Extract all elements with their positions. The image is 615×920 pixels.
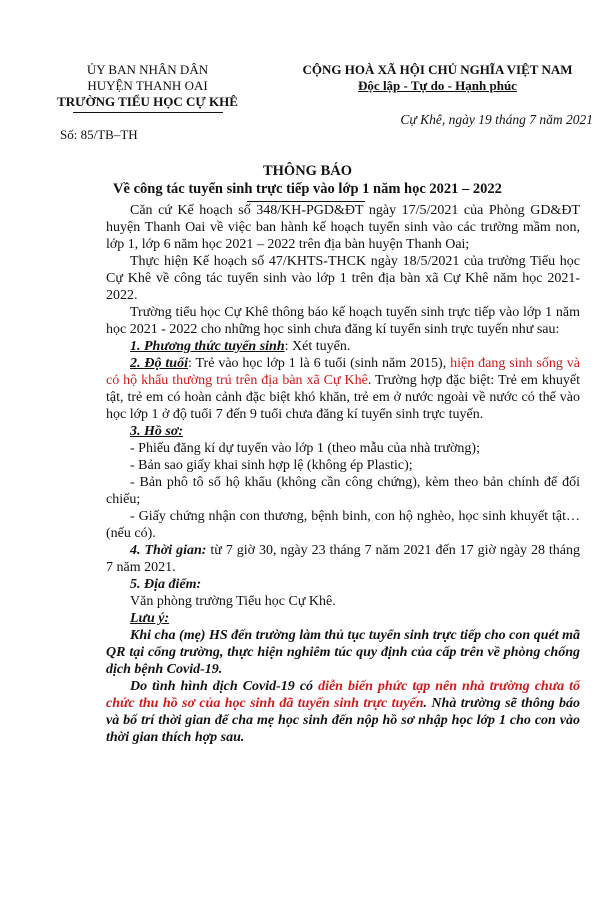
section-method xyxy=(106,338,580,355)
section-age-highlight: hiện đang sinh sống và có hộ khẩu thường trú trên địa bàn xã Cự Khê xyxy=(106,356,580,388)
nation-name: CỘNG HOÀ XÃ HỘI CHỦ NGHĨA VIỆT NAM xyxy=(302,62,573,77)
note-covid-highlight: diễn biến phức tạp nên nhà trường chưa tổ chức thu hồ sơ của học sinh đã tuyển sinh trực tuyến xyxy=(106,679,581,711)
document-item: - Phiếu đăng kí dự tuyển vào lớp 1 (theo mẫu của nhà trường); xyxy=(130,441,480,456)
section-age-label: 2. Độ tuổi xyxy=(130,356,188,371)
issuer-block xyxy=(40,62,255,113)
national-block xyxy=(270,62,605,94)
section-location-text: Văn phòng trường Tiểu học Cự Khê. xyxy=(130,594,336,609)
document-subtitle: Về công tác tuyển sinh trực tiếp vào lớp 1 năm học 2021 – 2022 xyxy=(113,181,502,197)
document-item: - Giấy chứng nhận con thương, bệnh binh, con hộ nghèo, học sinh khuyết tật… (nếu có). xyxy=(106,509,580,541)
note-covid xyxy=(106,678,580,746)
note-section xyxy=(106,610,580,627)
national-motto: Độc lập - Tự do - Hạnh phúc xyxy=(358,78,517,93)
document-number: Số: 85/TB–TH xyxy=(60,127,138,142)
section-time xyxy=(106,542,580,576)
section-time-label: 4. Thời gian: xyxy=(130,543,207,558)
document-item: - Bản sao giấy khai sinh hợp lệ (không ép Plastic); xyxy=(130,458,413,473)
school-name: TRƯỜNG TIỂU HỌC CỰ KHÊ xyxy=(57,94,238,109)
issuer-line-2: HUYỆN THANH OAI xyxy=(87,78,208,93)
document-item: - Bản phô tô sổ hộ khẩu (không cần công chứng), kèm theo bản chính để đối chiếu; xyxy=(106,475,580,507)
section-age xyxy=(106,355,580,423)
note-covid-text-a: Do tình hình dịch Covid-19 có xyxy=(130,679,319,694)
paragraph-announcement: Trường tiểu học Cự Khê thông báo kế hoạch tuyển sinh trực tiếp vào lớp 1 năm học 2021 - 2022 cho những học sinh chưa đăng kí tuyển sinh trực tuyến như sau: xyxy=(106,305,580,337)
document-date: Cự Khê, ngày 19 tháng 7 năm 2021 xyxy=(400,112,593,127)
note-covid-text-b: . Nhà trường sẽ thông báo và bố trí thời gian để cha mẹ học sinh đến nộp hồ sơ nhập học lớp 1 cho con vào thời gian thích hợp sau. xyxy=(106,696,580,745)
section-location-label: 5. Địa điểm: xyxy=(130,577,202,592)
section-documents xyxy=(106,423,580,440)
paragraph-legal-basis-2: Thực hiện Kế hoạch số 47/KHTS-THCK ngày 18/5/2021 của trường Tiểu học Cự Khê về công tác tuyển sinh vào lớp 1 trên địa bàn xã Cự Khê năm học 2021-2022. xyxy=(106,254,580,303)
section-location xyxy=(106,576,580,593)
section-method-label: 1. Phương thức tuyển sinh xyxy=(130,339,285,354)
issuer-line-1: ỦY BAN NHÂN DÂN xyxy=(86,62,209,77)
document-title: THÔNG BÁO xyxy=(262,163,353,179)
issuer-underline xyxy=(73,112,223,113)
section-age-text-b: . Trường hợp đặc biệt: Trẻ em khuyết tật, trẻ em có hoàn cảnh đặc biệt khó khăn, trẻ em ở nước ngoài về nước có thể vào học lớp 1 ở độ tuổi 7 đến 9 tuổi chưa đăng kí tuyển sinh trực tuyến. xyxy=(106,373,580,422)
section-documents-label: 3. Hồ sơ: xyxy=(130,424,184,439)
section-method-text: : Xét tuyển. xyxy=(284,339,351,354)
note-label: Lưu ý: xyxy=(130,611,170,626)
document-body xyxy=(106,202,580,746)
paragraph-legal-basis-1: Căn cứ Kế hoạch số 348/KH-PGD&ĐT ngày 17/5/2021 của Phòng GD&ĐT huyện Thanh Oai về việc ban hành kế hoạch tuyển sinh vào các trường mầm non, lớp 1, lớp 6 năm học 2021 – 2022 trên địa bàn huyện Thanh Oai; xyxy=(106,203,580,252)
section-age-text-a: : Trẻ vào học lớp 1 là 6 tuổi (sinh năm 2015), xyxy=(187,356,451,371)
note-qr-scan: Khi cha (mẹ) HS đến trường làm thủ tục tuyển sinh trực tiếp cho con quét mã QR tại cổng trường, thực hiện nghiêm túc quy định của cấp trên về phòng chống dịch bệnh Covid-19. xyxy=(106,628,580,677)
section-time-text: từ 7 giờ 30, ngày 23 tháng 7 năm 2021 đến 17 giờ ngày 28 tháng 7 năm 2021. xyxy=(106,543,581,575)
